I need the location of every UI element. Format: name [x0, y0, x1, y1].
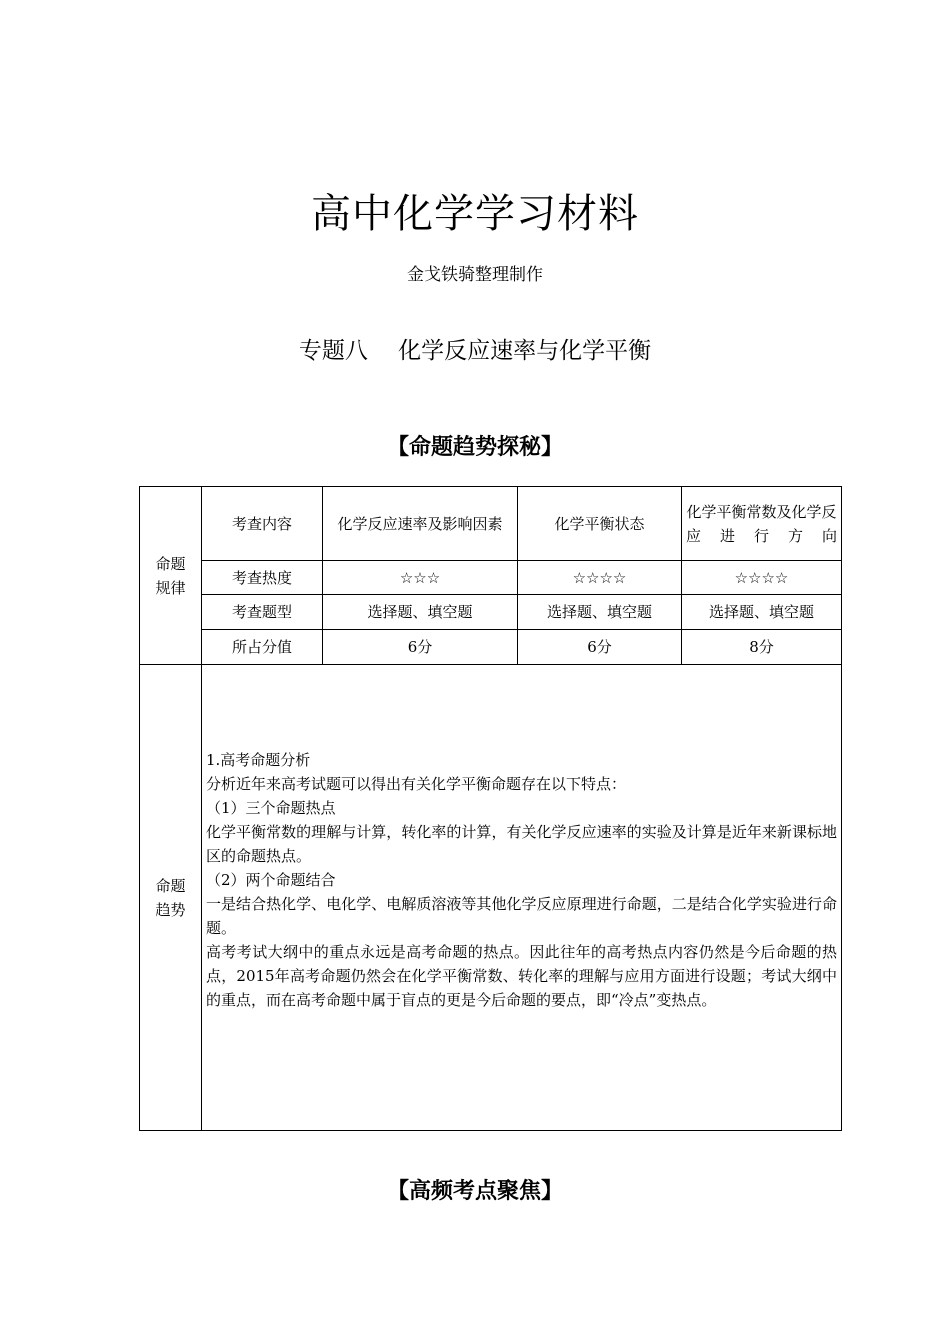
pattern-label-line: 命题 — [155, 554, 186, 573]
table-row — [140, 595, 842, 630]
column-label-content: 考查内容 — [202, 487, 323, 561]
column-header-constant: 化学平衡常数及化学反应进行方向 — [682, 487, 842, 561]
trend-paragraph: 一是结合热化学、电化学、电解质溶液等其他化学反应原理进行命题，二是结合化学实验进行命题。 — [206, 894, 837, 937]
trend-label-line: 命题 — [155, 876, 186, 895]
trend-paragraph: （1）三个命题热点 — [206, 798, 336, 817]
author-line: 金戈铁骑整理制作 — [407, 265, 543, 285]
column-header-equilibrium: 化学平衡状态 — [518, 487, 682, 561]
trend-label-line: 趋势 — [155, 900, 186, 919]
exam-analysis-table — [139, 486, 842, 1131]
trend-analysis-body — [202, 665, 842, 1131]
score-value: 6分 — [323, 630, 518, 665]
heat-rating: ☆☆☆☆ — [518, 561, 682, 595]
row-label-score: 所占分值 — [202, 630, 323, 665]
table-row — [140, 665, 842, 1131]
section-heading-focus: 【高频考点聚焦】 — [386, 1179, 563, 1204]
score-value: 8分 — [682, 630, 842, 665]
table-row — [140, 561, 842, 595]
row-label-type: 考查题型 — [202, 595, 323, 630]
trend-paragraph: 分析近年来高考试题可以得出有关化学平衡命题存在以下特点： — [206, 774, 627, 793]
score-value: 6分 — [518, 630, 682, 665]
pattern-label-line: 规律 — [155, 578, 186, 597]
heat-rating: ☆☆☆☆ — [682, 561, 842, 595]
trend-paragraph: （2）两个命题结合 — [206, 870, 336, 889]
table-row — [140, 487, 842, 561]
trend-label-cell — [140, 665, 202, 1131]
column-header-rate: 化学反应速率及影响因素 — [323, 487, 518, 561]
heat-rating: ☆☆☆ — [323, 561, 518, 595]
section-heading-trend: 【命题趋势探秘】 — [386, 435, 563, 460]
topic-title: 专题八 化学反应速率与化学平衡 — [298, 338, 652, 364]
trend-paragraph: 高考考试大纲中的重点永远是高考命题的热点。因此往年的高考热点内容仍然是今后命题的热点，2015年高考命题仍然会在化学平衡常数、转化率的理解与应用方面进行设题；考试大纲中的重点，而在高考命题中属于盲点的更是今后命题的要点，即“冷点”变热点。 — [206, 942, 837, 1009]
pattern-label-cell — [140, 487, 202, 665]
question-type: 选择题、填空题 — [323, 595, 518, 630]
document-title: 高中化学学习材料 — [311, 191, 639, 237]
blank-line — [206, 1012, 837, 1048]
question-type: 选择题、填空题 — [682, 595, 842, 630]
trend-paragraph: 化学平衡常数的理解与计算，转化率的计算，有关化学反应速率的实验及计算是近年来新课标地区的命题热点。 — [206, 822, 837, 865]
trend-paragraph: 1.高考命题分析 — [206, 750, 311, 769]
question-type: 选择题、填空题 — [518, 595, 682, 630]
table-row — [140, 630, 842, 665]
row-label-heat: 考查热度 — [202, 561, 323, 595]
